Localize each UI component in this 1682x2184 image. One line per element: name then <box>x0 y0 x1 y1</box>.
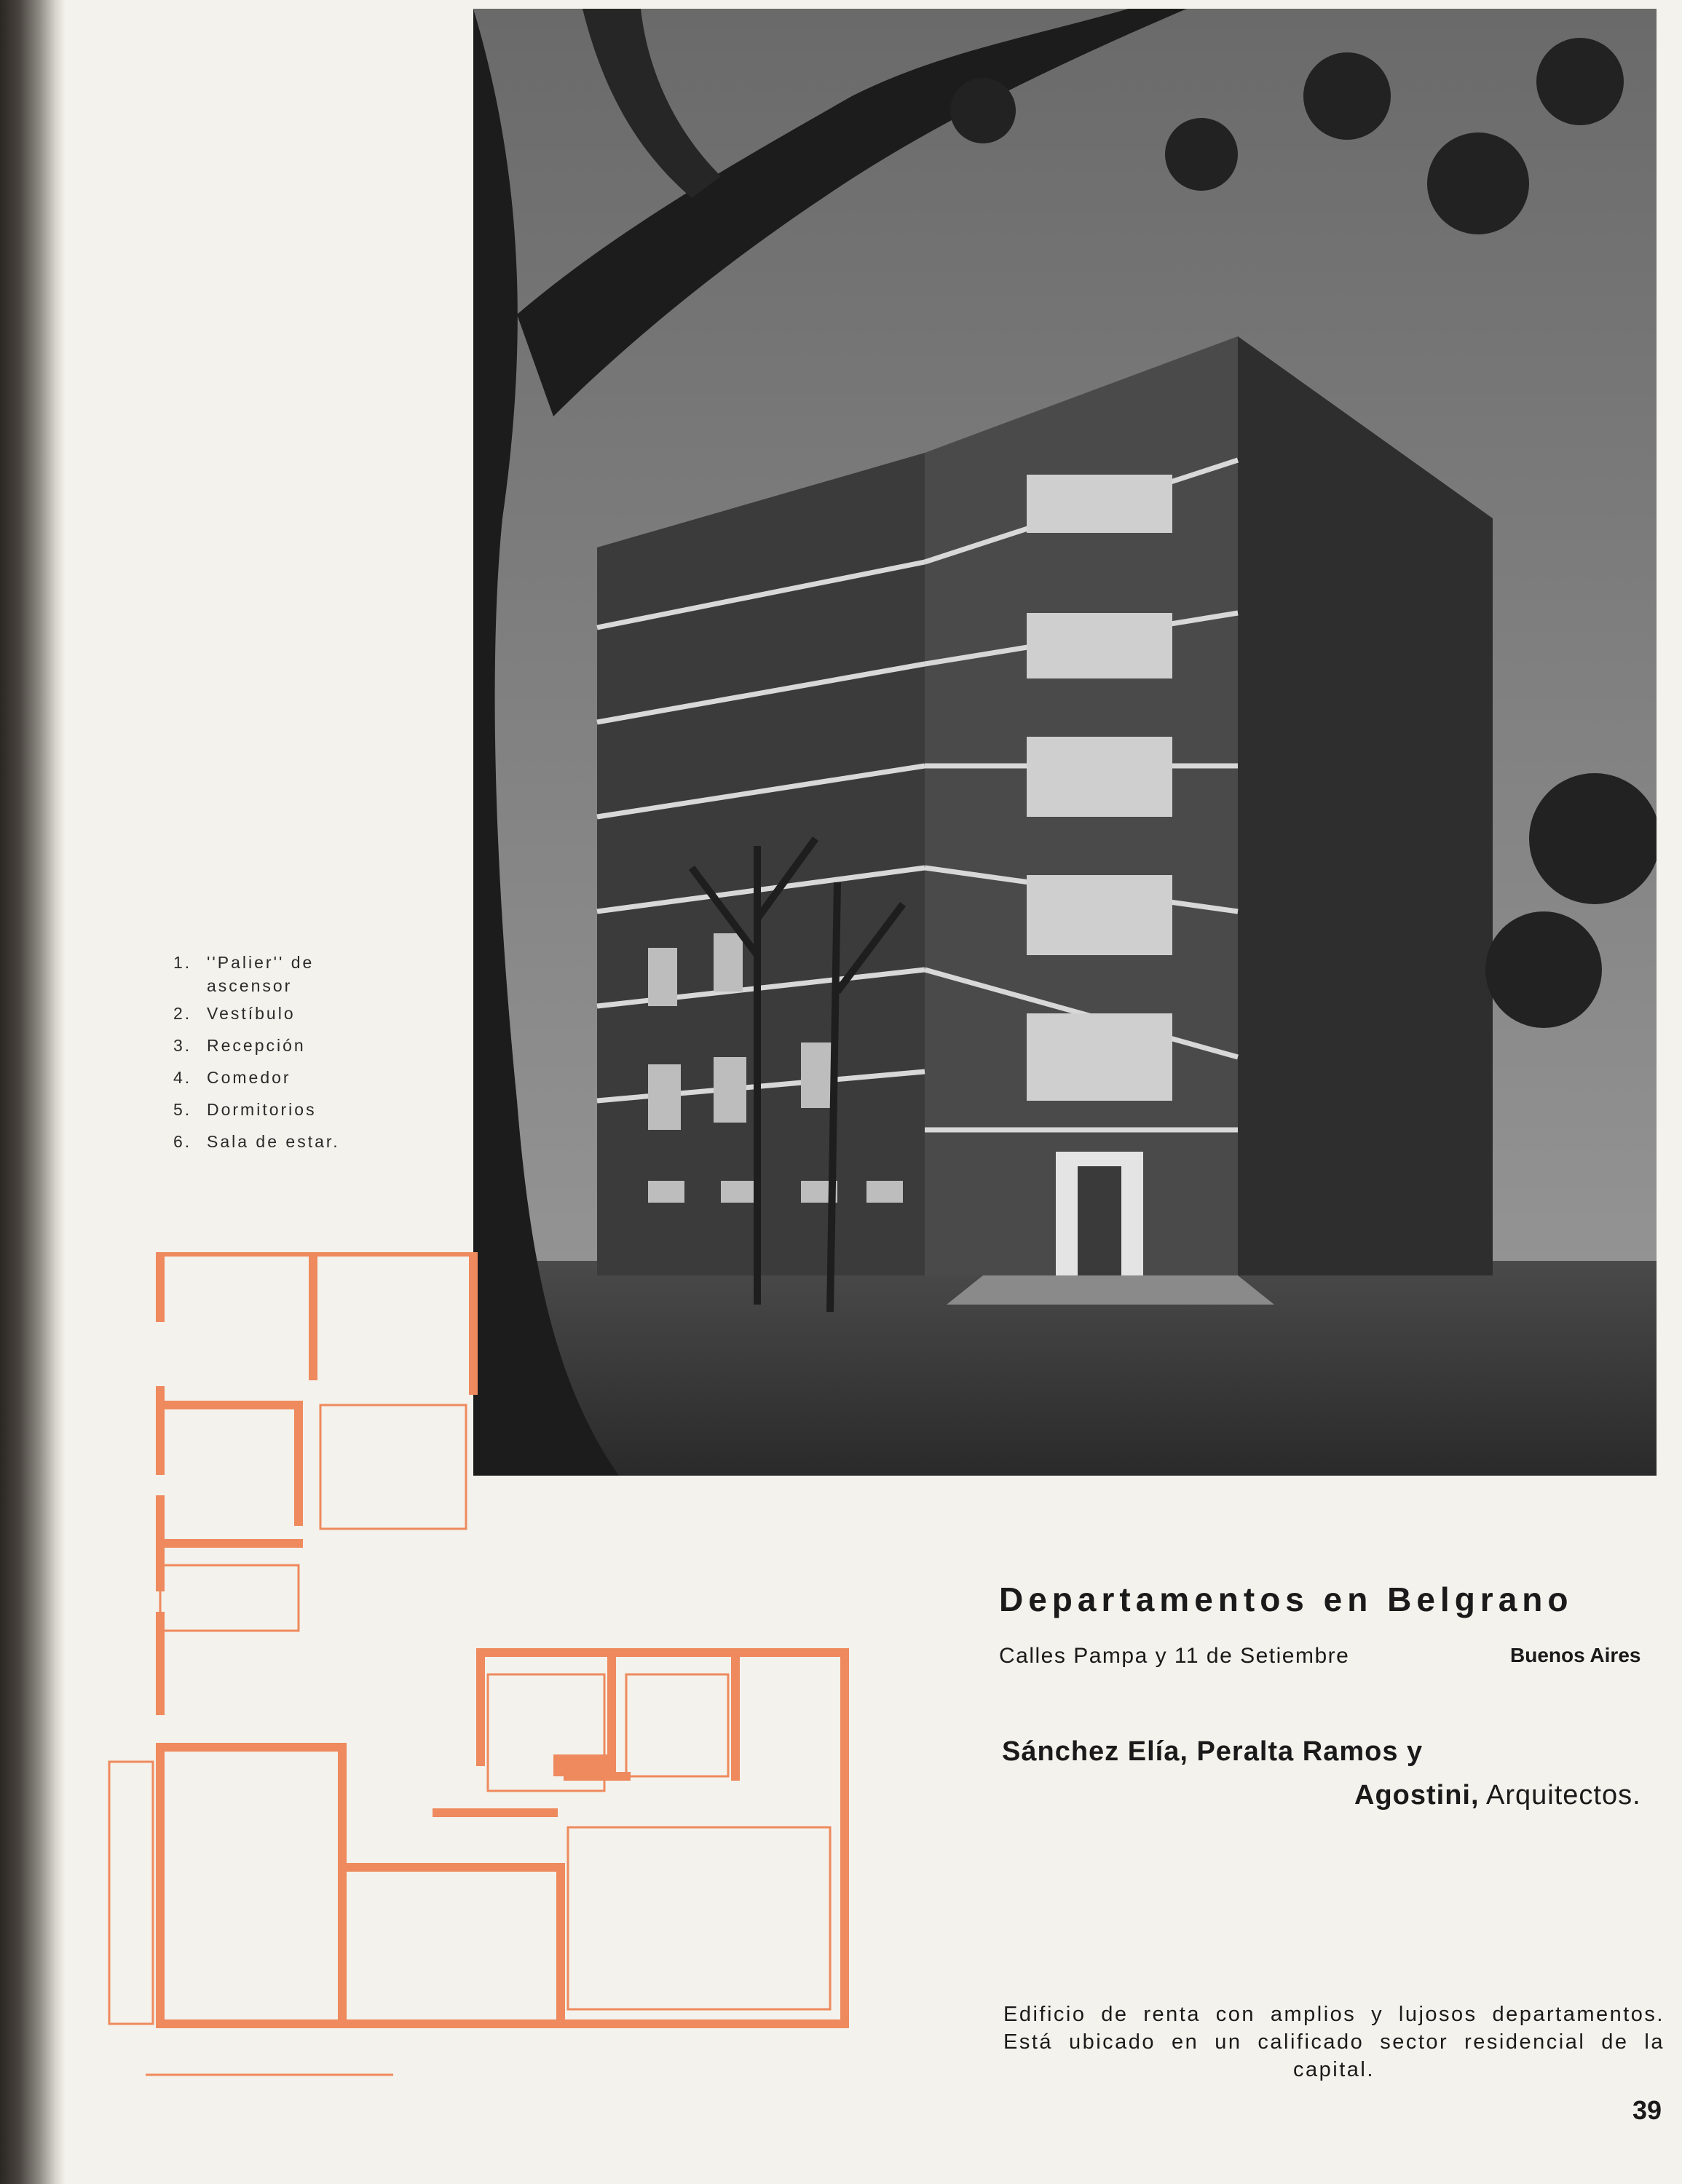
legend-item <box>173 1093 392 1125</box>
legend-number: 1. <box>173 953 192 972</box>
legend-label: Sala de estar. <box>207 1132 340 1151</box>
legend-label: Vestíbulo <box>207 1004 296 1023</box>
architect-name: Agostini, <box>1354 1780 1480 1811</box>
article-title: Departamentos en Belgrano <box>999 1580 1574 1618</box>
legend-item <box>173 997 392 1029</box>
article-city: Buenos Aires <box>1510 1644 1641 1666</box>
binding-shadow <box>0 0 66 2184</box>
legend-item <box>173 946 392 997</box>
page-number: 39 <box>1632 2095 1662 2125</box>
architects-role: Arquitectos. <box>1486 1780 1641 1811</box>
legend-item <box>173 1125 392 1158</box>
legend-label: Recepción <box>207 1036 306 1055</box>
legend-item <box>173 1061 392 1093</box>
article-description: Edificio de renta con amplios y lujosos departamentos. Está ubicado en un calificado sector residencial de la capital. <box>1003 2003 1665 2081</box>
floor-plan <box>102 1252 903 2111</box>
architects-line-2 <box>1354 1780 1641 1811</box>
legend-label: Comedor <box>207 1068 291 1087</box>
article-address: Calles Pampa y 11 de Setiembre <box>999 1644 1350 1668</box>
architects-line-1: Sánchez Elía, Peralta Ramos y <box>1002 1736 1424 1767</box>
legend-number: 2. <box>173 1004 192 1023</box>
plan-legend <box>173 946 392 1158</box>
legend-label: ''Palier'' de ascensor <box>207 953 315 995</box>
legend-number: 6. <box>173 1132 192 1151</box>
legend-label: Dormitorios <box>207 1100 317 1119</box>
legend-item <box>173 1029 392 1061</box>
legend-number: 3. <box>173 1036 192 1055</box>
legend-number: 5. <box>173 1100 192 1119</box>
legend-number: 4. <box>173 1068 192 1087</box>
